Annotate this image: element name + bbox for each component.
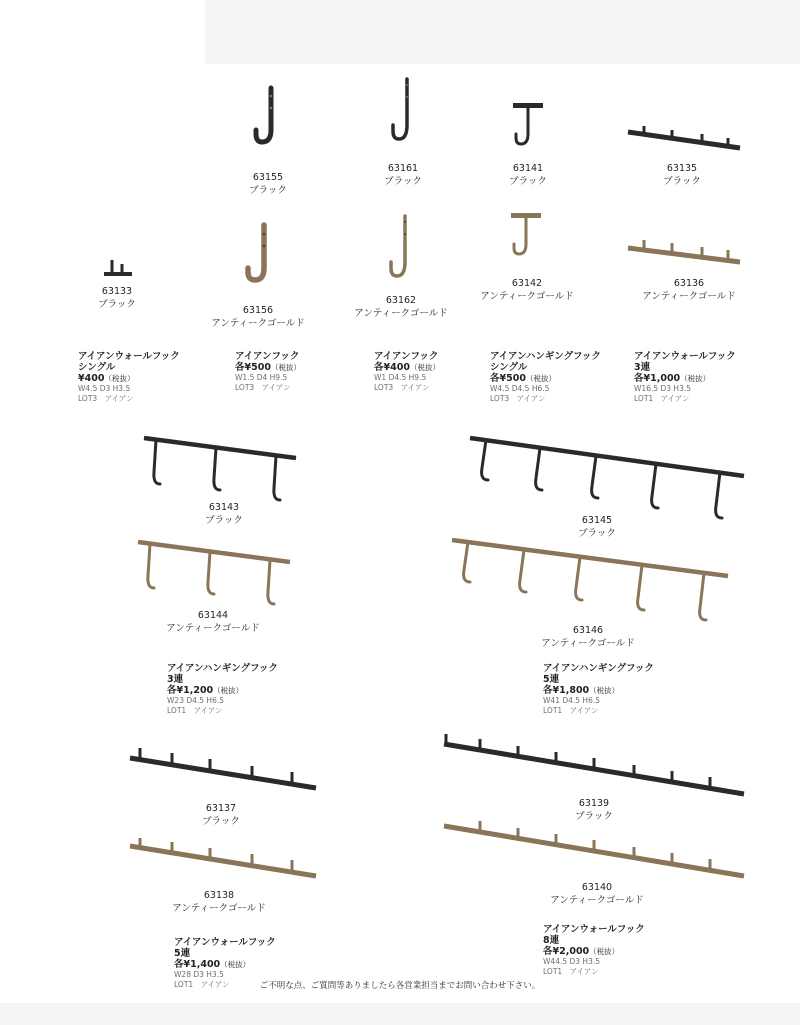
spec-sub: 8連: [543, 935, 560, 946]
item-code: 63155: [252, 172, 284, 183]
spec-name: アイアンウォールフック: [634, 351, 736, 362]
spec-hanging-3: [167, 663, 278, 715]
spec-lot: LOT3 アイアン: [374, 382, 430, 392]
item-63156: [211, 305, 304, 330]
product-image-63142: [508, 210, 544, 260]
item-63144: [166, 610, 259, 635]
item-63137: [202, 803, 240, 828]
product-image-63144: [134, 536, 294, 610]
spec-price: ¥400（税抜）: [78, 373, 135, 384]
product-image-63135: [624, 122, 744, 160]
spec-price: 各¥1,000（税抜）: [634, 373, 711, 384]
spec-price: 各¥500（税抜）: [235, 362, 301, 373]
spec-size: W1.5 D4 H9.5: [235, 373, 288, 382]
product-image-63143: [140, 432, 300, 504]
item-63161: [384, 163, 422, 188]
product-image-63156: [243, 220, 279, 286]
spec-lot: LOT3 アイアン: [490, 393, 546, 403]
item-color: アンティークゴールド: [354, 308, 448, 319]
spec-sub: 5連: [543, 674, 560, 685]
spec-price: 各¥1,200（税抜）: [167, 685, 244, 696]
item-code: 63143: [208, 502, 240, 513]
item-63136: [642, 278, 735, 303]
item-63162: [354, 295, 447, 320]
spec-sub: 5連: [174, 948, 191, 959]
item-code: 63145: [581, 515, 613, 526]
spec-price: 各¥1,400（税抜）: [174, 959, 251, 970]
product-image-63133: [100, 254, 136, 280]
item-code: 63142: [511, 278, 543, 289]
spec-name: アイアンフック: [235, 351, 300, 362]
spec-name: アイアンフック: [374, 351, 439, 362]
spec-sub: シングル: [78, 362, 116, 373]
item-code: 63140: [581, 882, 613, 893]
spec-name: アイアンハンギングフック: [543, 663, 654, 674]
spec-lot: LOT3 アイアン: [235, 382, 291, 392]
item-63138: [172, 890, 265, 915]
item-code: 63137: [205, 803, 237, 814]
spec-hanging-single: [490, 351, 601, 403]
spec-name: アイアンウォールフック: [174, 937, 276, 948]
spec-size: W41 D4.5 H6.5: [543, 696, 600, 705]
item-color: ブラック: [249, 185, 287, 196]
spec-size: W23 D4.5 H6.5: [167, 696, 224, 705]
spec-wall-single: [78, 351, 180, 403]
spec-price: 各¥1,800（税抜）: [543, 685, 620, 696]
footer-band: [0, 1003, 800, 1025]
product-image-63138: [126, 834, 320, 884]
product-image-63136: [624, 236, 744, 272]
item-color: ブラック: [509, 176, 547, 187]
item-code: 63139: [578, 798, 610, 809]
spec-sub: 3連: [634, 362, 651, 373]
spec-sub: 3連: [167, 674, 184, 685]
item-color: アンティークゴールド: [166, 623, 260, 634]
spec-lot: LOT1 アイアン: [543, 705, 599, 715]
spec-name: アイアンハンギングフック: [490, 351, 601, 362]
item-color: アンティークゴールド: [541, 638, 635, 649]
item-code: 63141: [512, 163, 544, 174]
product-image-63140: [440, 818, 748, 884]
item-color: アンティークゴールド: [550, 895, 644, 906]
spec-hook-400: [374, 351, 440, 392]
spec-lot: LOT1 アイアン: [167, 705, 223, 715]
item-code: 63144: [197, 610, 229, 621]
spec-hanging-5: [543, 663, 654, 715]
item-color: ブラック: [98, 299, 136, 310]
product-image-63137: [126, 744, 320, 794]
product-image-63139: [440, 732, 748, 802]
spec-lot: LOT1 アイアン: [174, 979, 230, 989]
item-color: ブラック: [205, 515, 243, 526]
item-color: ブラック: [578, 528, 616, 539]
spec-size: W44.5 D3 H3.5: [543, 957, 600, 966]
item-code: 63138: [203, 890, 235, 901]
item-color: ブラック: [663, 176, 701, 187]
item-63135: [663, 163, 701, 188]
item-color: ブラック: [202, 816, 240, 827]
spec-wall-3: [634, 351, 736, 403]
footer-note: ご不明な点、ご質問等ありましたら各営業担当までお問い合わせ下さい。: [259, 981, 541, 991]
spec-size: W28 D3 H3.5: [174, 970, 224, 979]
spec-size: W4.5 D3 H3.5: [78, 384, 131, 393]
product-image-63146: [448, 534, 732, 626]
item-color: アンティークゴールド: [211, 318, 305, 329]
item-63142: [480, 278, 573, 303]
product-image-63155: [252, 82, 286, 148]
spec-price: 各¥400（税抜）: [374, 362, 440, 373]
item-code: 63136: [673, 278, 705, 289]
product-image-63141: [510, 100, 546, 150]
item-code: 63161: [387, 163, 419, 174]
spec-sub: シングル: [490, 362, 528, 373]
spec-price: 各¥2,000（税抜）: [543, 946, 620, 957]
item-color: ブラック: [384, 176, 422, 187]
spec-size: W4.5 D4.5 H6.5: [490, 384, 550, 393]
item-color: アンティークゴールド: [642, 291, 736, 302]
spec-name: アイアンウォールフック: [78, 351, 180, 362]
item-code: 63162: [385, 295, 417, 306]
product-image-63162: [386, 212, 416, 284]
item-63133: [98, 286, 136, 311]
spec-size: W1 D4.5 H9.5: [374, 373, 427, 382]
item-63155: [249, 172, 287, 197]
spec-lot: LOT1 アイアン: [543, 966, 599, 976]
item-63140: [550, 882, 643, 907]
item-code: 63135: [666, 163, 698, 174]
spec-price: 各¥500（税抜）: [490, 373, 556, 384]
item-63146: [541, 625, 634, 650]
spec-name: アイアンウォールフック: [543, 924, 645, 935]
item-code: 63156: [242, 305, 274, 316]
item-code: 63133: [101, 286, 133, 297]
spec-wall-8: [543, 924, 645, 976]
item-code: 63146: [572, 625, 604, 636]
product-image-63161: [388, 75, 418, 147]
spec-lot: LOT3 アイアン: [78, 393, 134, 403]
spec-size: W16.5 D3 H3.5: [634, 384, 691, 393]
item-63141: [509, 163, 547, 188]
item-63143: [205, 502, 243, 527]
item-color: アンティークゴールド: [480, 291, 574, 302]
item-color: ブラック: [575, 811, 613, 822]
product-image-63145: [466, 432, 748, 524]
spec-name: アイアンハンギングフック: [167, 663, 278, 674]
spec-hook-500: [235, 351, 301, 392]
item-color: アンティークゴールド: [172, 903, 266, 914]
header-band: [205, 0, 800, 64]
spec-lot: LOT1 アイアン: [634, 393, 690, 403]
